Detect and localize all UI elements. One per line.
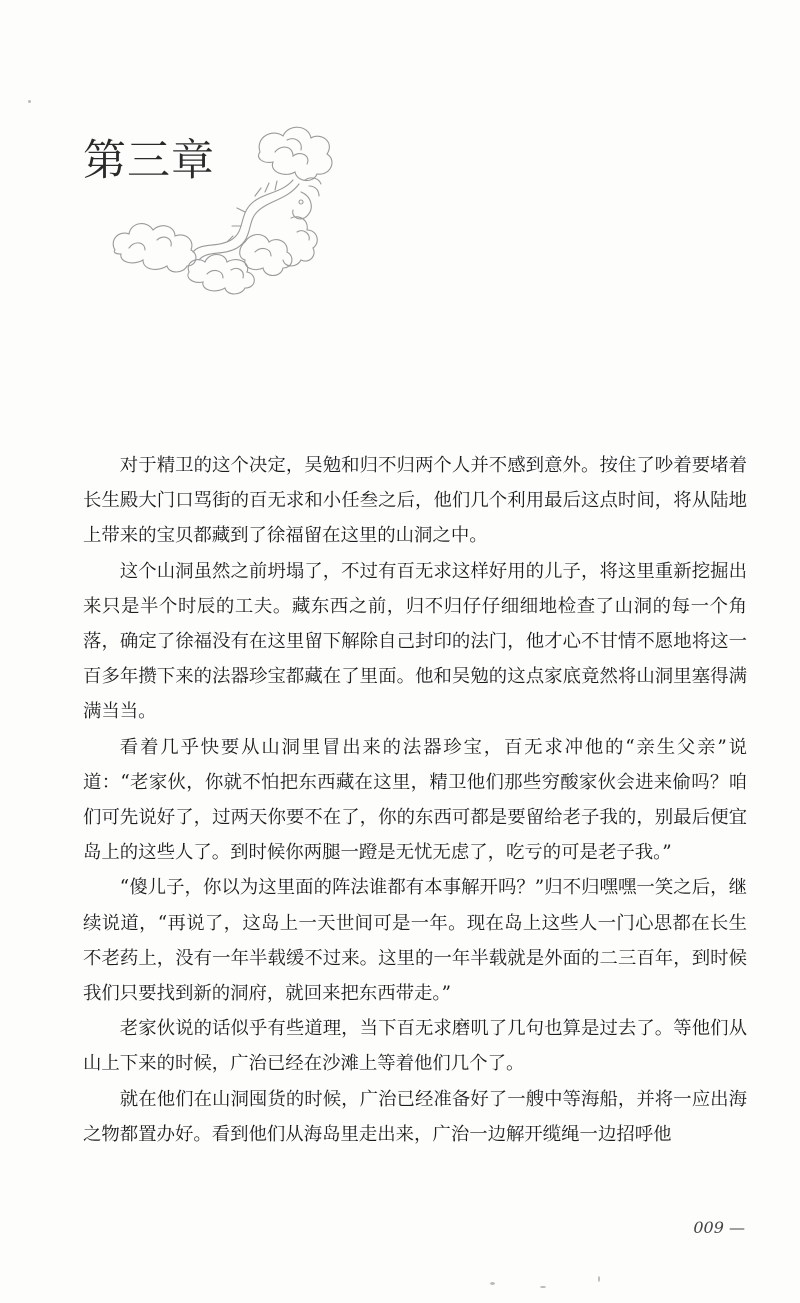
- scan-speck: [490, 1282, 495, 1285]
- paragraph: 就在他们在山洞囤货的时候，广治已经准备好了一艘中等海船，并将一应出海之物都置办好。看到他们从海岛里走出来，广治一边解开缆绳一边招呼他: [83, 1088, 747, 1145]
- paragraph: “傻儿子，你以为这里面的阵法谁都有本事解开吗？”归不归嘿嘿一笑之后，继续说道，“再说了，这岛上一天世间可是一年。现在岛上这些人一门心思都在长生不老药上，没有一年半载缓不过来。这里的一年半载就是外面的二三百年，到时候我们只要找到新的洞府，就回来把东西带走。”: [83, 877, 747, 1005]
- scan-speck: [28, 100, 31, 103]
- page-number: 009 —: [693, 1218, 745, 1237]
- scan-speck: [540, 1286, 546, 1288]
- paragraph: 老家伙说的话似乎有些道理，当下百无求磨叽了几句也算是过去了。等他们从山上下来的时候，广治已经在沙滩上等着他们几个了。: [83, 1018, 747, 1075]
- scan-speck: [598, 1276, 600, 1282]
- paragraph: 看着几乎快要从山洞里冒出来的法器珍宝，百无求冲他的“亲生父亲”说道：“老家伙，你就不怕把东西藏在这里，精卫他们那些穷酸家伙会进来偷吗？咱们可先说好了，过两天你要不在了，你的东西可都是要留给老子我的，别最后便宜岛上的这些人了。到时候你两腿一蹬是无忧无虑了，吃亏的可是老子我。”: [83, 736, 747, 864]
- chapter-title: 第三章: [83, 136, 215, 186]
- paragraph: 这个山洞虽然之前坍塌了，不过有百无求这样好用的儿子，将这里重新挖掘出来只是半个时辰的工夫。藏东西之前，归不归仔仔细细地检查了山洞的每一个角落，确定了徐福没有在这里留下解除自己封印的法门，他才心不甘情不愿地将这一百多年攒下来的法器珍宝都藏在了里面。他和吴勉的这点家底竟然将山洞里塞得满满当当。: [83, 560, 747, 723]
- paragraph: 对于精卫的这个决定，吴勉和归不归两个人并不感到意外。按住了吵着要堵着长生殿大门口骂街的百无求和小任叁之后，他们几个利用最后这点时间，将从陆地上带来的宝贝都藏到了徐福留在这里的山洞之中。: [83, 455, 747, 547]
- chapter-body: [83, 448, 747, 1152]
